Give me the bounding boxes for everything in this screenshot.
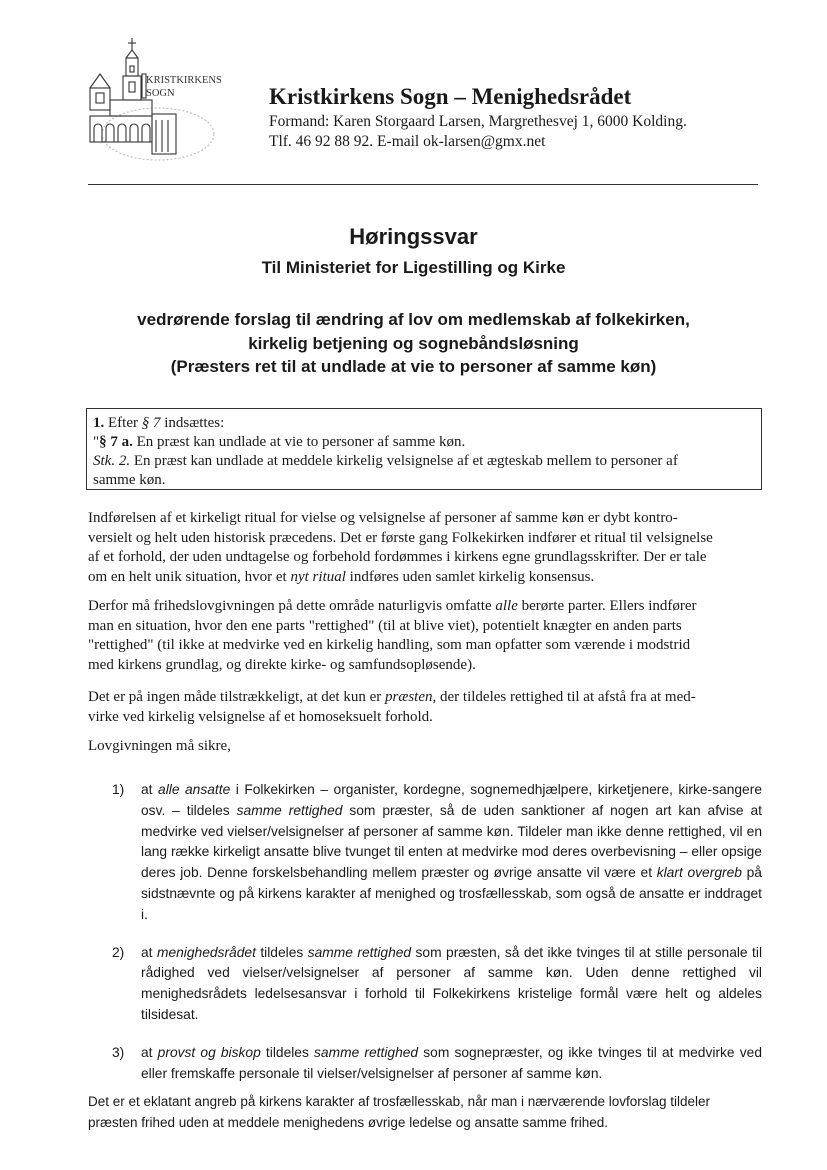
paragraph-2: Derfor må frihedslovgivningen på dette område naturligvis omfatte alle berørte parter. Ellers indfører man en situation, hvor den ene parts "rettighed" (til at blive viet), potentielt knægter en anden parts "rettighed" (til ikke at medvirke ved en kirkelig handling, som man opfatter som værende i modstrid med kirkens grundlag, og direkte kirke- og samfundsopløsende).	[88, 598, 697, 673]
chair-address-line: Formand: Karen Storgaard Larsen, Margrethesvej 1, 6000 Kolding.	[269, 113, 687, 130]
paragraph-3: Det er på ingen måde tilstrækkeligt, at det kun er præsten, der tildeles rettighed til at afstå fra at med- virke ved kirkelig velsignelse af et homoseksuelt forhold.	[88, 689, 696, 725]
church-logo	[86, 38, 226, 163]
logo-text-line-1: KRISTKIRKENS	[146, 75, 222, 86]
proposal-line: samme køn.	[93, 472, 166, 488]
paragraph-4: Lovgivningen må sikre,	[88, 738, 231, 754]
topic-line: kirkelig betjening og sognebåndsløsning	[248, 333, 579, 353]
church-logo-drawing	[86, 38, 226, 163]
organization-name: Kristkirkens Sogn – Menighedsrådet	[269, 84, 632, 109]
logo-text-line-2: SOGN	[146, 88, 175, 99]
proposal-box	[86, 408, 762, 490]
list-item: 3) at provst og biskop tildeles samme rettighed som sognepræster, og ikke tvinges til at medvirke ved eller fremskaffe personale til vielser/velsignelser af personer af samme køn.	[112, 1044, 763, 1081]
contact-line: Tlf. 46 92 88 92. E-mail ok-larsen@gmx.net	[269, 133, 546, 150]
topic-line: (Præsters ret til at undlade at vie to personer af samme køn)	[170, 357, 657, 376]
header-divider	[88, 184, 758, 185]
proposal-line: 1. Efter § 7 indsættes:	[93, 415, 225, 431]
closing-paragraph: Det er et eklatant angreb på kirkens karakter af trosfællesskab, når man i nærværende lovforslag tildeler præsten frihed uden at meddele menighedens øvrige ledelse og ansatte samme frihed.	[88, 1094, 711, 1130]
topic-line: vedrørende forslag til ændring af lov om medlemskab af folkekirken,	[137, 310, 690, 329]
paragraph-1: Indførelsen af et kirkeligt ritual for vielse og velsignelse af personer af samme køn er dybt kontro- versielt og helt uden historisk præcedens. Det er første gang Folkekirken indfører et ritual til velsignelse af et forhold, der uden undtagelse og forbehold fordømmes i kirkens egne grundlagsskrifter. Der er tale om en helt unik situation, hvor et nyt ritual indføres uden samlet kirkelig konsensus.	[88, 510, 713, 585]
requirements-list	[112, 780, 762, 1084]
proposal-line: "§ 7 a. En præst kan undlade at vie to personer af samme køn.	[93, 434, 466, 450]
document-subtitle: Til Ministeriet for Ligestilling og Kirke	[261, 258, 566, 277]
proposal-line: Stk. 2. En præst kan undlade at meddele kirkelig velsignelse af et ægteskab mellem to personer af	[93, 453, 678, 469]
list-item: 1) at alle ansatte i Folkekirken – organister, kordegne, sognemedhjælpere, kirketjenere, kirke-sangere osv. – tildeles samme rettighed som præster, så de uden sanktioner af nogen art kan afvise at medvirke ved vielser/velsignelser af personer af samme køn. Tildeler man ikke denne rettighed, vil en lang række kirkeligt ansatte blive tvunget til enten at medvirke mod deres overbevisning – eller opsige deres job. Denne forskelsbehandling mellem præster og øvrige ansatte vil være et klart overgreb på sidstnævnte og på kirkens karakter af menighed og trosfællesskab, som også de ansatte er inddraget i.	[112, 782, 762, 922]
document-title: Høringssvar	[349, 224, 478, 249]
topic-block	[0, 308, 827, 379]
list-item: 2) at menighedsrådet tildeles samme rettighed som præsten, så det ikke tvinges til at stille personale til rådighed ved vielser/velsignelser af personer af samme køn. Uden denne rettighed vil menighedsrådets ledelsesansvar i forhold til Folkekirkens kristelige formål være helt og aldeles tilsidesat.	[112, 944, 763, 1022]
